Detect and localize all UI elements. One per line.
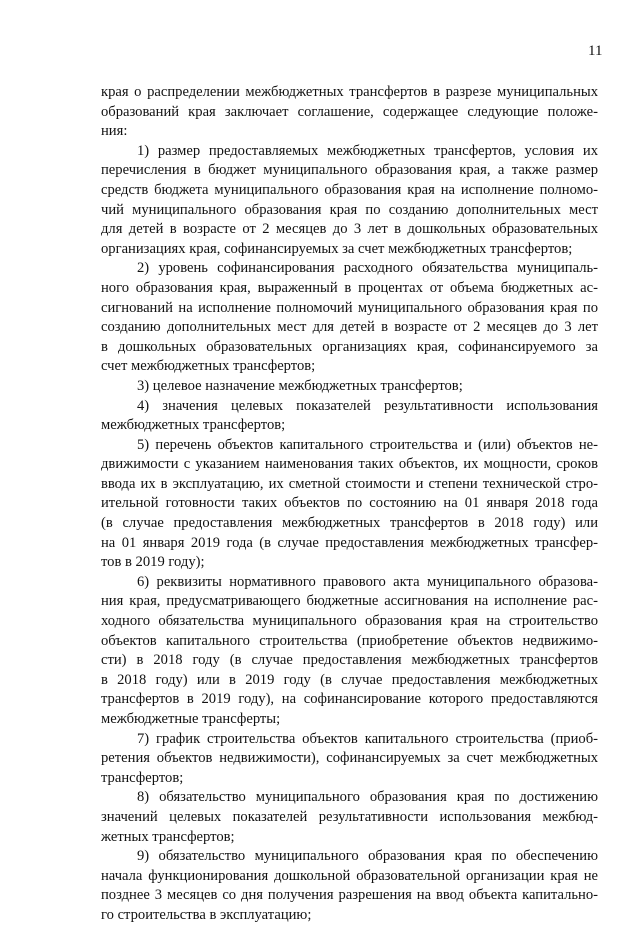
- text-line: края о распределении межбюджетных трансфертов в разрезе муниципальных: [101, 84, 598, 100]
- text-line: го строительства в эксплуатацию;: [101, 906, 312, 923]
- text-line: тов в 2019 году);: [101, 554, 205, 571]
- text-line: жетных трансфертов;: [101, 828, 235, 845]
- text-line: 5) перечень объектов капитального строительства и (или) объектов не-: [137, 436, 598, 453]
- text-line: 2) уровень софинансирования расходного обязательства муниципаль-: [137, 260, 598, 277]
- text-line: в дошкольных образовательных организациях края, софинансируемого за: [101, 338, 598, 355]
- text-line: 1) размер предоставляемых межбюджетных трансфертов, условия их: [137, 142, 598, 159]
- text-line: 6) реквизиты нормативного правового акта муниципального образова-: [137, 573, 598, 590]
- text-line: межбюджетных трансфертов;: [101, 417, 286, 434]
- text-line: 4) значения целевых показателей результативности использования: [137, 397, 598, 414]
- text-line: перечисления в бюджет муниципального образования края, а также размер: [101, 162, 598, 179]
- text-line: позднее 3 месяцев со дня получения разрешения на ввод объекта капитально-: [101, 887, 598, 904]
- text-line: 7) график строительства объектов капитального строительства (приоб-: [137, 730, 598, 747]
- text-line: значений целевых показателей результативности использования межбюд-: [101, 808, 598, 825]
- text-line: в 2018 году) или в 2019 году (в случае предоставления межбюджетных: [101, 671, 598, 688]
- text-line: на 01 января 2019 года (в случае предоставления межбюджетных трансфер-: [101, 534, 598, 551]
- text-line: образований края заключает соглашение, содержащее следующие положе-: [101, 103, 598, 120]
- text-line: ния края, предусматривающего бюджетные ассигнования на исполнение рас-: [101, 593, 598, 610]
- text-line: чий муниципального образования края по созданию дополнительных мест: [101, 201, 598, 218]
- text-line: счет межбюджетных трансфертов;: [101, 358, 316, 375]
- text-line: 9) обязательство муниципального образования края по обеспечению: [137, 848, 598, 865]
- page-number: 11: [588, 43, 603, 59]
- text-line: трансфертов;: [101, 769, 184, 786]
- text-line: ительной готовности таких объектов по состоянию на 01 января 2018 года: [101, 495, 598, 512]
- text-line: движимости с указанием наименования таких объектов, их мощности, сроков: [101, 456, 598, 473]
- text-line: средств бюджета муниципального образования края на исполнение полномо-: [101, 181, 598, 198]
- text-line: 8) обязательство муниципального образования края по достижению: [137, 789, 598, 806]
- text-line: 3) целевое назначение межбюджетных трансфертов;: [137, 377, 463, 394]
- text-line: сигнований на исполнение полномочий муниципального образования края по: [101, 299, 598, 316]
- text-line: начала функционирования дошкольной образовательной организации края не: [101, 867, 598, 884]
- text-line: ходного обязательства муниципального образования края на строительство: [101, 613, 598, 630]
- text-line: организациях края, софинансируемых за счет межбюджетных трансфертов;: [101, 240, 573, 257]
- text-line: ного образования края, выраженный в процентах от объема бюджетных ас-: [101, 279, 598, 296]
- text-line: (в случае предоставления межбюджетных трансфертов в 2018 году) или: [101, 515, 598, 532]
- text-line: созданию дополнительных мест для детей в возрасте от 2 месяцев до 3 лет: [101, 319, 598, 336]
- text-line: объектов капитального строительства (приобретение объектов недвижимо-: [101, 632, 598, 649]
- text-line: межбюджетные трансферты;: [101, 711, 281, 727]
- text-line: сти) в 2018 году (в случае предоставления межбюджетных трансфертов: [101, 652, 598, 669]
- text-line: ретения объектов недвижимости), софинансируемых за счет межбюджетных: [101, 750, 598, 767]
- text-line: ввода их в эксплуатацию, их сметной стоимости и степени технической стро-: [101, 475, 598, 492]
- document-body: [101, 83, 598, 926]
- text-line: ния:: [101, 123, 128, 140]
- text-line: трансфертов в 2019 году), на софинансирование которого предоставляются: [101, 691, 598, 708]
- text-line: для детей в возрасте от 2 месяцев до 3 лет в дошкольных образовательных: [101, 221, 598, 238]
